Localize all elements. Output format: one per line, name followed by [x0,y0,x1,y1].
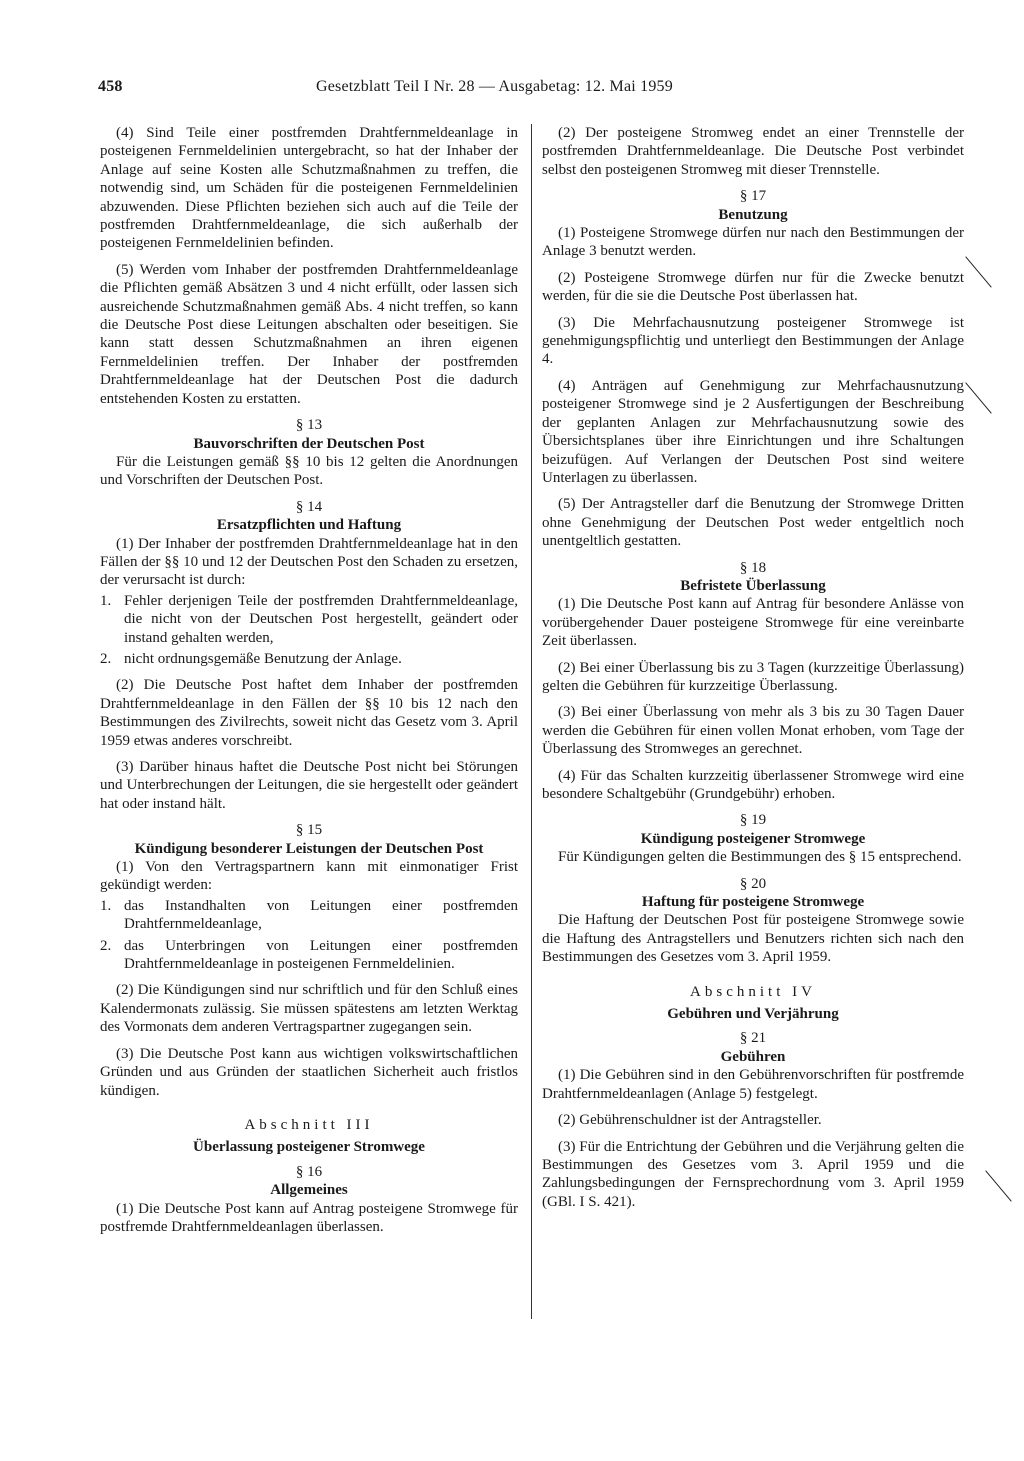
paragraph: (2) Gebührenschuldner ist der Antragsteller. [558,1112,822,1129]
section-number: § 20 [739,875,767,892]
paragraph: (3) Für die Entrichtung der Gebühren und die Verjährung gelten die Bestimmungen des Gesetzes vom 3. April 1959 und die Zahlungsbedingungen der Fernsprechordnung vom 3. April 1959 (GBl. I S. 421). [542,1138,964,1210]
section-title: Ersatzpflichten und Haftung [216,517,402,534]
paragraph: (1) Die Gebühren sind in den Gebührenvorschriften für postfremde Drahtfernmeldeanlagen (Anlage 5) festgelegt. [542,1067,964,1102]
margin-mark [965,382,991,413]
section-title: Befristete Überlassung [680,577,826,594]
paragraph: (2) Die Kündigungen sind nur schriftlich und für den Schluß eines Kalendermonats zulässig. Sie müssen spätestens am letzten Werktag des Vormonats dem anderen Vertragspartner zugegangen sein. [100,982,518,1036]
section-title: Allgemeines [270,1182,348,1199]
paragraph: (1) Die Deutsche Post kann auf Antrag posteigene Stromwege für postfremde Drahtfernmeldeanlagen überlassen. [100,1200,518,1235]
paragraph: (3) Die Mehrfachausnutzung posteigener Stromwege ist genehmigungspflichtig und unterliegt den Bestimmungen der Anlage 4. [542,314,964,368]
section-number: § 15 [295,822,323,839]
section-number: § 17 [739,188,767,205]
chapter-title: Gebühren und Verjährung [667,1006,839,1023]
section-number: § 18 [739,559,767,576]
enumerated-list [100,592,518,669]
paragraph: (5) Werden vom Inhaber der postfremden Drahtfernmeldeanlage die Pflichten gemäß Absätzen 3 und 4 nicht erfüllt, oder lassen sich ausreichende Schutzmaßnahmen gemäß Abs. 4 nicht treffen, so kann die Deutsche Post diese Leitungen abschalten oder beseitigen. Sie kann statt dessen Schutzmaßnahmen an ihren eigenen Fernmeldelinien treffen. Der Inhaber der postfremden Drahtfernmeldeanlage hat der Deutschen Post die dadurch entstehenden Kosten zu erstatten. [100,261,518,407]
list-item: 1. das Instandhalten von Leitungen einer postfremden Drahtfernmeldeanlage, [100,897,518,933]
chapter-heading: Abschnitt IV [690,983,816,1000]
paragraph: (4) Für das Schalten kurzzeitig überlassener Stromwege wird eine besondere Schaltgebühr (Grundgebühr) erhoben. [542,767,964,802]
paragraph: Für Kündigungen gelten die Bestimmungen des § 15 entsprechend. [558,849,962,866]
paragraph: (2) Bei einer Überlassung bis zu 3 Tagen (kurzzeitige Überlassung) gelten die Gebühren für kurzzeitige Überlassung. [542,659,964,694]
paragraph: (3) Die Deutsche Post kann aus wichtigen volkswirtschaftlichen Gründen und aus Gründen der staatlichen Sicherheit auch fristlos kündigen. [100,1045,518,1099]
paragraph: (5) Der Antragsteller darf die Benutzung der Stromwege Dritten ohne Genehmigung der Deutschen Post weder entgeltlich noch unentgeltlich gestatten. [542,496,964,550]
header-title: Gesetzblatt Teil I Nr. 28 — Ausgabetag: 12. Mai 1959 [316,78,673,95]
paragraph: (4) Anträgen auf Genehmigung zur Mehrfachausnutzung posteigener Stromwege sind je 2 Ausfertigungen der Beschreibung der geplanten Anlagen zur Mehrfachausnutzung sowie des Übersichtsplanes über ihre Einrichtungen und ihre Schaltungen beizufügen. Auf Verlangen der Deutschen Post sind weitere Unterlagen zu überlassen. [542,377,964,486]
paragraph: (1) Die Deutsche Post kann auf Antrag für besondere Anlässe von vorübergehender Dauer posteigene Stromwege für eine vereinbarte Zeit überlassen. [542,596,964,650]
section-title: Haftung für posteigene Stromwege [641,894,865,911]
paragraph: (2) Posteigene Stromwege dürfen nur für die Zwecke benutzt werden, für die sie die Deutsche Post überlassen hat. [542,269,964,305]
section-title: Bauvorschriften der Deutschen Post [193,435,425,452]
section-title: Benutzung [718,206,788,223]
paragraph: (4) Sind Teile einer postfremden Drahtfernmeldeanlage in posteigenen Fernmeldelinien untergebracht, so hat der Inhaber der Anlage auf seine Kosten alle Schutzmaßnahmen zu treffen, die notwendig sind, um Schäden für die posteigenen Fernmeldelinien abzuwenden. Diese Pflichten beziehen sich auch auf die Teile der postfremden Drahtfernmeldeanlage, die sich außerhalb der posteigenen Fernmeldelinien befinden. [100,125,518,252]
list-item: 2. das Unterbringen von Leitungen einer postfremden Drahtfernmeldeanlage in posteigenen Fernmeldelinien. [100,937,518,973]
paragraph: (1) Der Inhaber der postfremden Drahtfernmeldeanlage hat in den Fällen der §§ 10 und 12 der Deutschen Post den Schaden zu ersetzen, der verursacht ist durch: [100,535,518,589]
paragraph: (2) Die Deutsche Post haftet dem Inhaber der postfremden Drahtfernmeldeanlage in den Fällen der §§ 10 bis 12 nach den Bestimmungen des Zivilrechts, soweit nicht das Gesetz vom 3. April 1959 etwas anderes vorschreibt. [100,677,518,749]
section-number: § 21 [739,1030,767,1047]
page-number: 458 [98,78,123,95]
column-divider [531,124,532,1319]
section-title: Kündigung posteigener Stromwege [640,830,866,847]
section-title: Kündigung besonderer Leistungen der Deutschen Post [134,840,484,857]
section-number: § 19 [739,812,767,829]
margin-mark [985,1170,1011,1201]
list-item: 1. Fehler derjenigen Teile der postfremden Drahtfernmeldeanlage, die nicht von der Deutschen Post hergestellt, geändert oder instand gehalten werden, [100,592,518,646]
section-number: § 16 [295,1163,323,1180]
right-column [542,124,964,1219]
section-title: Gebühren [720,1048,786,1065]
paragraph: (2) Der posteigene Stromweg endet an einer Trennstelle der postfremden Drahtfernmeldeanlage. Die Deutsche Post verbindet selbst den posteigenen Stromweg mit dieser Trennstelle. [542,125,964,178]
chapter-title: Überlassung posteigener Stromwege [193,1139,425,1156]
paragraph: (3) Bei einer Überlassung von mehr als 3 bis zu 30 Tagen Dauer werden die Gebühren für einen vollen Monat erhoben, vom Tage der Überlassung des Stromweges an gerechnet. [542,704,964,758]
section-number: § 14 [295,498,323,515]
enumerated-list [100,897,518,974]
margin-mark [965,256,991,287]
paragraph: (3) Darüber hinaus haftet die Deutsche Post nicht bei Störungen und Unterbrechungen der Leitungen, die sie hergestellt oder geändert hat oder instand hält. [100,759,518,812]
page-header [98,78,968,104]
paragraph: Für die Leistungen gemäß §§ 10 bis 12 gelten die Anordnungen und Vorschriften der Deutschen Post. [100,453,518,489]
chapter-heading: Abschnitt III [244,1116,374,1133]
section-number: § 13 [295,417,323,434]
paragraph: (1) Von den Vertragspartnern kann mit einmonatiger Frist gekündigt werden: [100,859,518,894]
left-column [100,124,518,1244]
list-item: 2. nicht ordnungsgemäße Benutzung der Anlage. [100,650,402,667]
paragraph: (1) Posteigene Stromwege dürfen nur nach den Bestimmungen der Anlage 3 benutzt werden. [542,225,964,260]
paragraph: Die Haftung der Deutschen Post für posteigene Stromwege sowie die Haftung des Antragstellers und Benutzers richten sich nach den Bestimmungen des Gesetzes vom 3. April 1959. [542,912,964,966]
